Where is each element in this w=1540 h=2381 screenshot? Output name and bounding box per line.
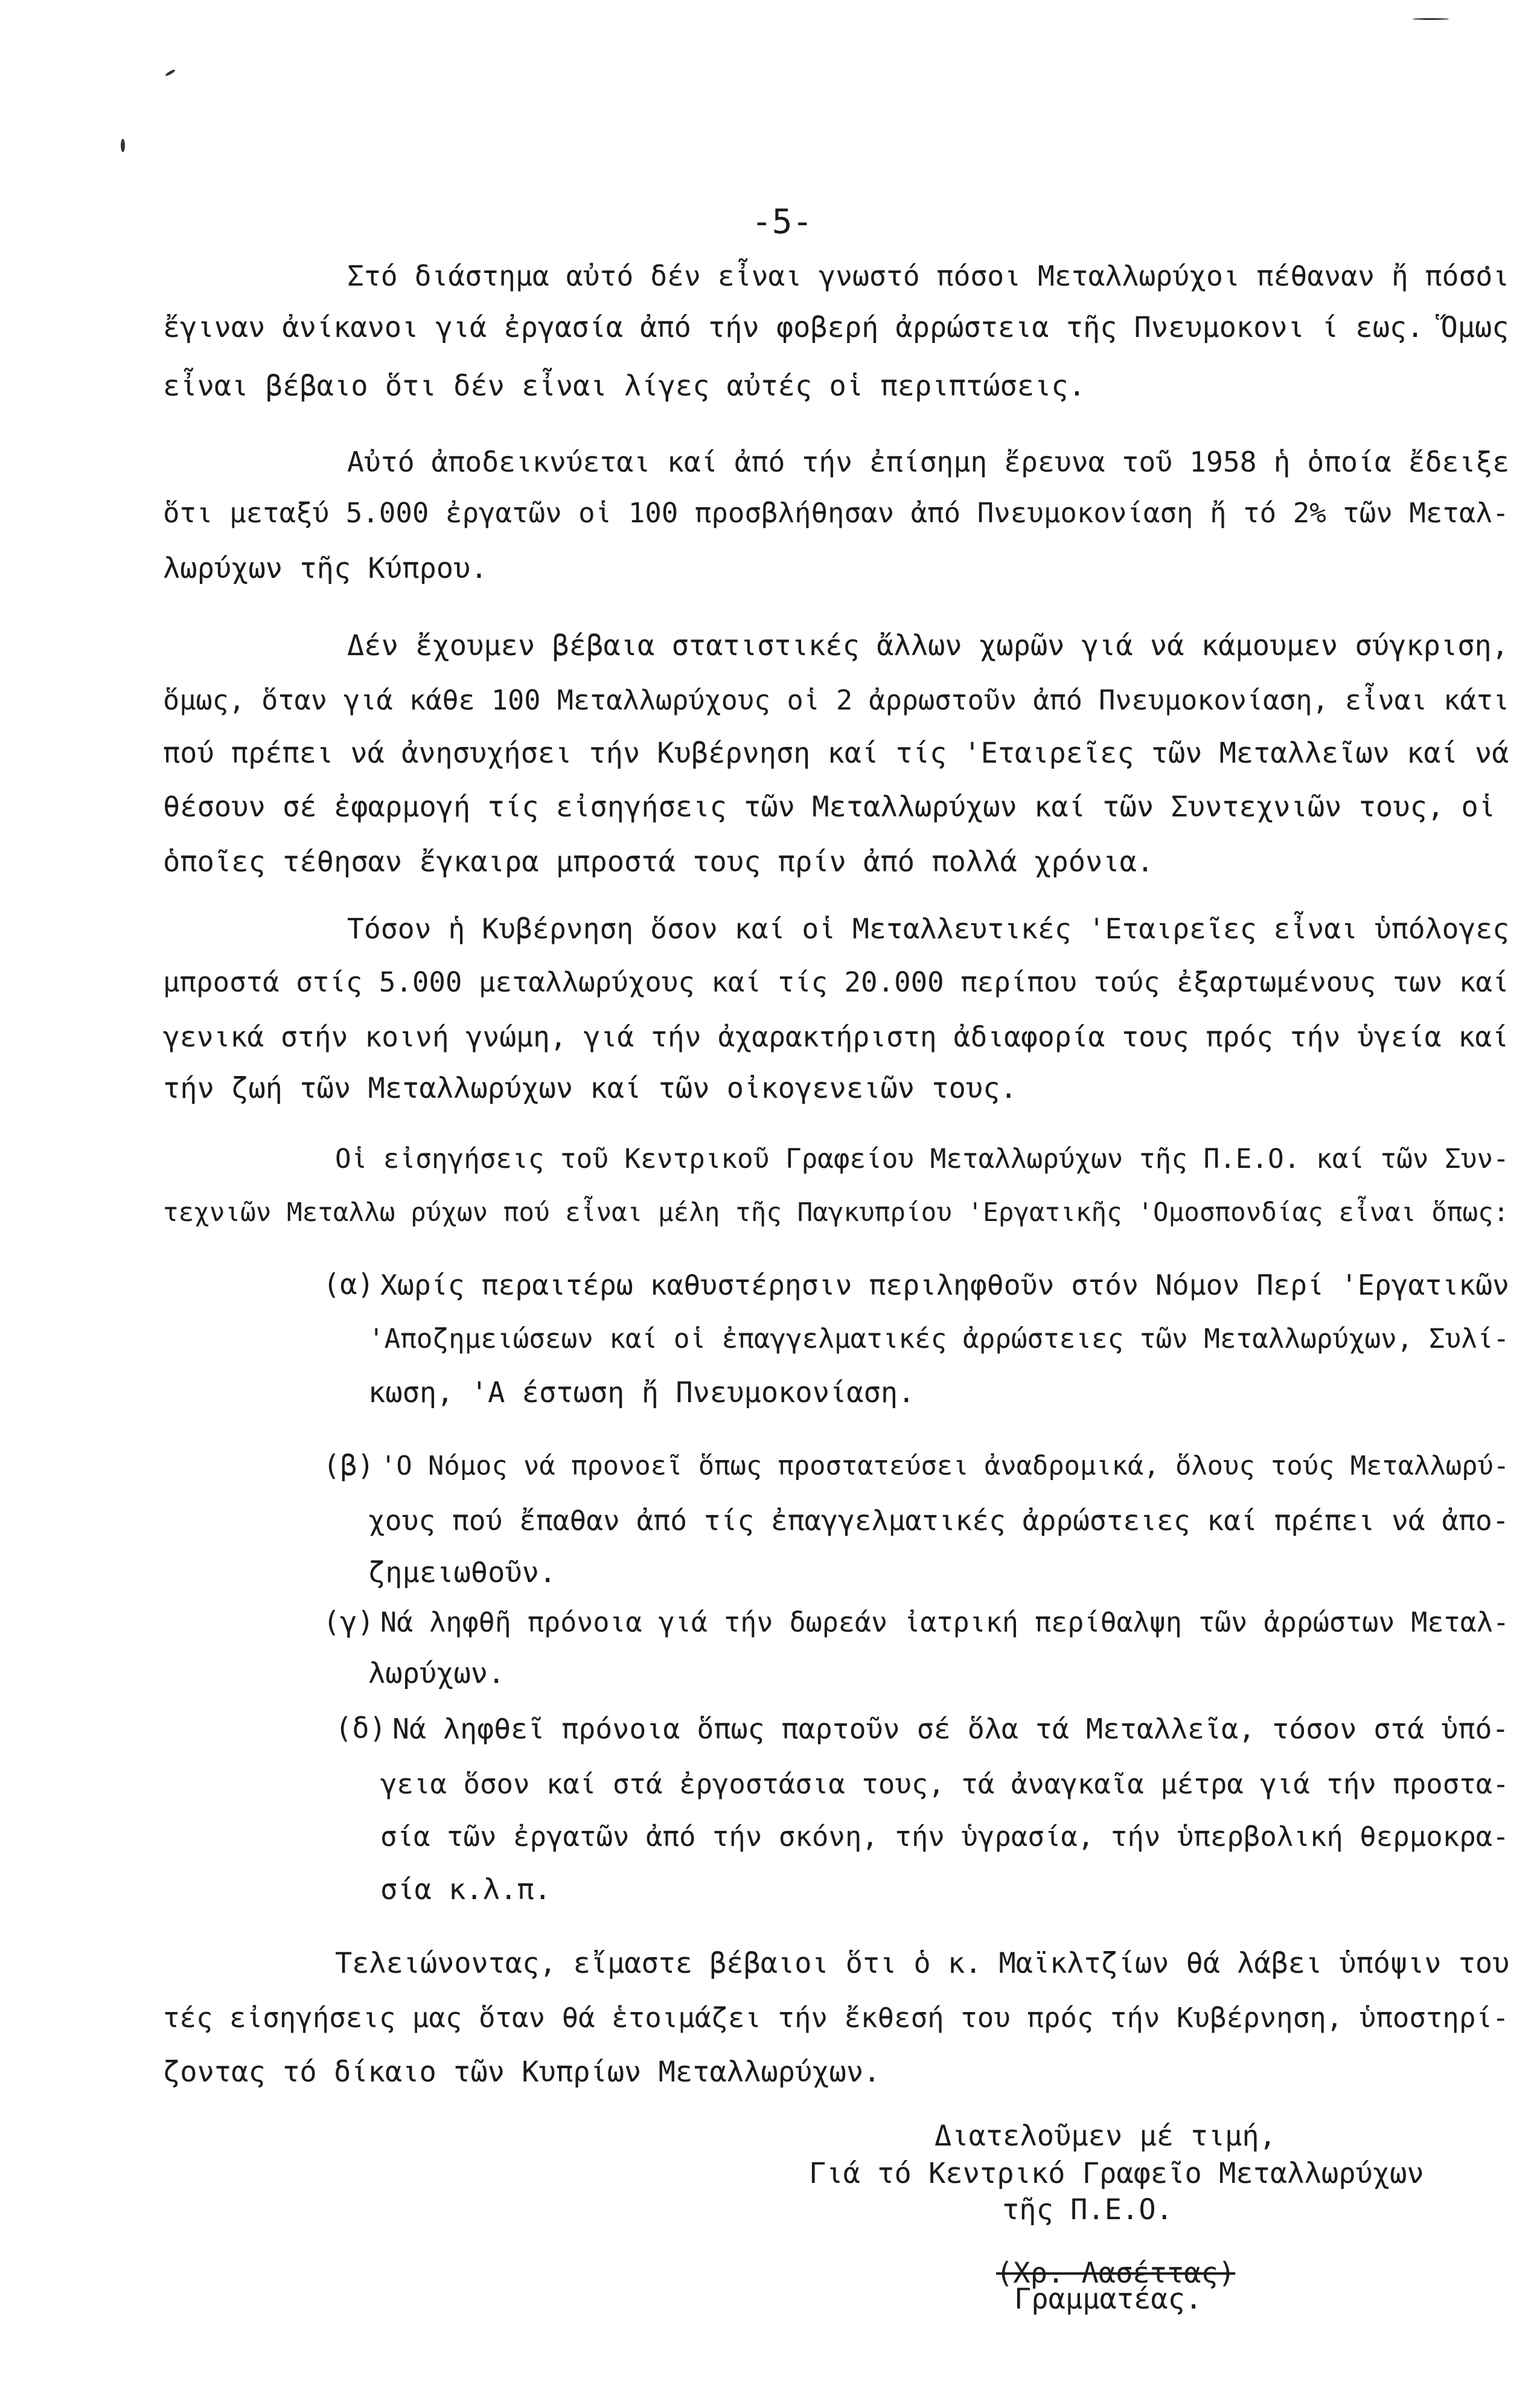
item-line: σία τῶν ἐργατῶν ἀπό τήν σκόνη, τήν ὑγρασία, τήν ὑπερβολική θερμοκρα- (380, 1821, 1509, 1853)
body-line: μπροστά στίς 5.000 μεταλλωρύχους καί τίς 20.000 περίπου τούς ἐξαρτωμένους των καί (163, 966, 1509, 998)
page-number: -5- (752, 202, 813, 242)
item-line: χους πού ἔπαθαν ἀπό τίς ἐπαγγελματικές ἀρρώστειες καί πρέπει νά ἀπο- (368, 1504, 1509, 1537)
item-label: (α) (323, 1268, 374, 1301)
body-line: Δέν ἔχουμεν βέβαια στατιστικές ἄλλων χωρῶν γιά νά κάμουμεν σύγκριση, (347, 629, 1509, 662)
signature-org: τῆς Π.Ε.Ο. (1002, 2193, 1173, 2226)
body-line: Οἱ εἰσηγήσεις τοῦ Κεντρικοῦ Γραφείου Μεταλλωρύχων τῆς Π.Ε.Ο. καί τῶν Συν- (335, 1144, 1509, 1174)
item-label: (δ) (335, 1712, 386, 1745)
item-line: ζημειωθοῦν. (368, 1556, 557, 1589)
body-line: Αὐτό ἀποδεικνύεται καί ἀπό τήν ἐπίσημη ἔρευνα τοῦ 1958 ἡ ὁποία ἔδειξε (347, 446, 1510, 478)
signature-name: (Χρ. Λασέττας) (996, 2257, 1236, 2290)
item-line: Χωρίς περαιτέρω καθυστέρησιν περιληφθοῦν στόν Νόμον Περί 'Εργατικῶν (380, 1269, 1510, 1301)
body-line: ὅτι μεταξύ 5.000 ἐργατῶν οἱ 100 προσβλήθησαν ἀπό Πνευμοκονίαση ἤ τό 2% τῶν Μεταλ- (163, 497, 1509, 529)
scan-speck (1413, 18, 1449, 20)
body-line: λωρύχων τῆς Κύπρου. (163, 552, 488, 585)
item-label: (γ) (323, 1606, 374, 1639)
closing-line: τές εἰσηγήσεις μας ὅταν θά ἑτοιμάζει τήν ἔκθεσή του πρός τήν Κυβέρνηση, ὑποστηρί- (163, 2002, 1509, 2034)
signature-greeting: Διατελοῦμεν μέ τιμή, (935, 2120, 1276, 2153)
signature-title: Γραμματέας. (1014, 2283, 1203, 2316)
scan-speck (121, 139, 125, 152)
item-line: λωρύχων. (368, 1657, 505, 1690)
body-line: τεχνιῶν Μεταλλω ρύχων πού εἶναι μέλη τῆς Παγκυπρίου 'Εργατικῆς 'Ομοσπονδίας εἶναι ὅπως: (163, 1197, 1509, 1228)
item-line: γεια ὅσον καί στά ἐργοστάσια τους, τά ἀναγκαῖα μέτρα γιά τήν προστα- (380, 1768, 1509, 1800)
closing-line: Τελειώνοντας, εἴμαστε βέβαιοι ὅτι ὁ κ. Μαϊκλτζίων θά λάβει ὑπόψιν του (335, 1947, 1510, 1980)
body-line: θέσουν σέ ἐφαρμογή τίς εἰσηγήσεις τῶν Μεταλλωρύχων καί τῶν Συντεχνιῶν τους, οἱ (163, 790, 1496, 824)
body-line: Στό διάστημα αὐτό δέν εἶναι γνωστό πόσοι Μεταλλωρύχοι πέθαναν ἤ πόσοι (347, 260, 1510, 292)
item-line: κωση, 'Α έστωση ἤ Πνευμοκονίαση. (368, 1376, 915, 1409)
body-line: ἔγιναν ἀνίκανοι γιά ἐργασία ἀπό τήν φοβερή ἀρρώστεια τῆς Πνευμοκονι ί εως. Ὅμως (163, 311, 1509, 344)
body-line: πού πρέπει νά ἀνησυχήσει τήν Κυβέρνηση καί τίς 'Εταιρεῖες τῶν Μεταλλεῖων καί νά (163, 737, 1509, 770)
item-line: Νά ληφθῆ πρόνοια γιά τήν δωρεάν ἰατρική περίθαλψη τῶν ἀρρώστων Μεταλ- (380, 1606, 1510, 1638)
item-label: (β) (323, 1449, 374, 1482)
scan-speck (165, 69, 176, 77)
signature-org: Γιά τό Κεντρικό Γραφεῖο Μεταλλωρύχων (809, 2157, 1424, 2190)
item-line: 'Αποζημειώσεων καί οἱ ἐπαγγελματικές ἀρρώστειες τῶν Μεταλλωρύχων, Συλί- (368, 1324, 1510, 1354)
body-line: γενικά στήν κοινή γνώμη, γιά τήν ἀχαρακτήριστη ἀδιαφορία τους πρός τήν ὑγεία καί (163, 1021, 1509, 1053)
item-line: 'Ο Νόμος νά προνοεῖ ὅπως προστατεύσει ἀναδρομικά, ὅλους τούς Μεταλλωρύ- (380, 1450, 1510, 1481)
body-line: Τόσον ἡ Κυβέρνηση ὅσον καί οἱ Μεταλλευτικές 'Εταιρεῖες εἶναι ὑπόλογες (347, 912, 1510, 945)
body-line: ὁποῖες τέθησαν ἔγκαιρα μπροστά τους πρίν ἀπό πολλά χρόνια. (163, 845, 1154, 879)
body-line: ὅμως, ὅταν γιά κάθε 100 Μεταλλωρύχους οἱ 2 ἀρρωστοῦν ἀπό Πνευμοκονίαση, εἶναι κάτι (163, 684, 1510, 716)
body-line: εἶναι βέβαιο ὅτι δέν εἶναι λίγες αὐτές οἱ περιπτώσεις. (163, 370, 1086, 403)
closing-line: ζοντας τό δίκαιο τῶν Κυπρίων Μεταλλωρύχων. (163, 2056, 881, 2089)
item-line: Νά ληφθεῖ πρόνοια ὅπως παρτοῦν σέ ὅλα τά Μεταλλεῖα, τόσον στά ὑπό- (392, 1713, 1509, 1745)
item-line: σία κ.λ.π. (380, 1873, 551, 1906)
body-line: τήν ζωή τῶν Μεταλλωρύχων καί τῶν οἰκογενειῶν τους. (163, 1072, 1017, 1105)
